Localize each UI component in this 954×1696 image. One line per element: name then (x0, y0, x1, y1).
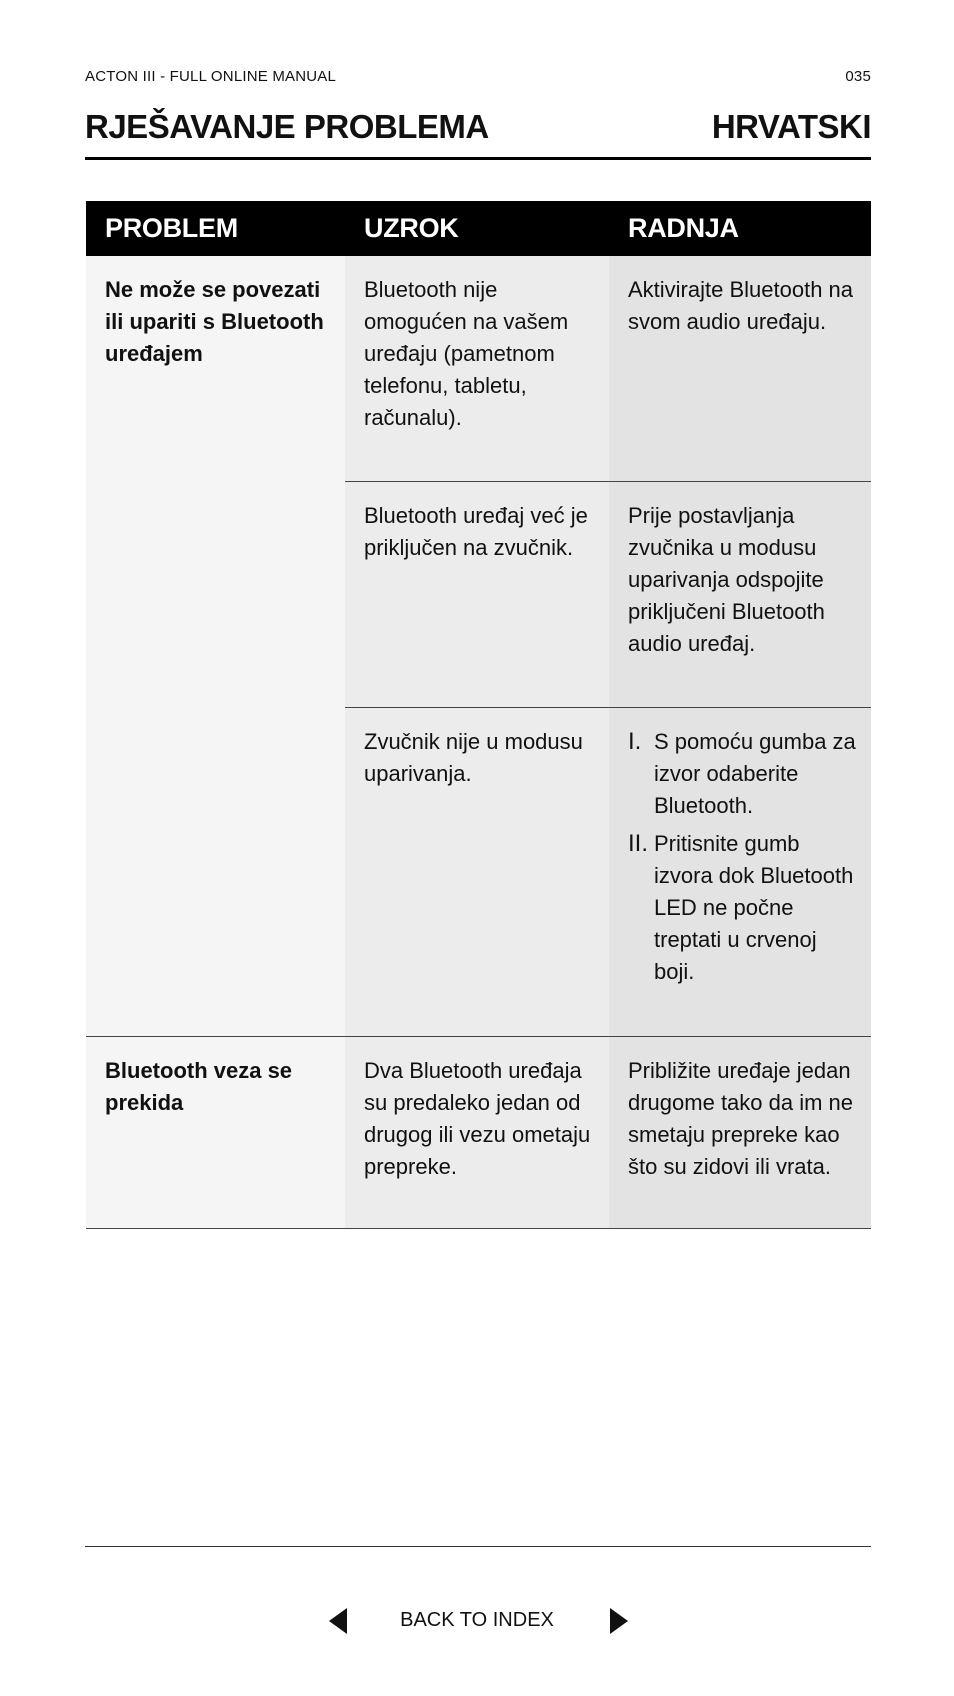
running-header (85, 68, 871, 85)
cause-cell: Bluetooth uređaj već je priključen na zvučnik. (345, 482, 609, 707)
action-cell: Približite uređaje jedan drugome tako da im ne smetaju prepreke kao što su zidovi ili vrata. (609, 1037, 871, 1228)
column-header-action: RADNJA (628, 213, 739, 243)
problem-cell: Ne može se povezati ili upariti s Bluetooth uređajem (86, 256, 345, 1036)
table-row (345, 707, 871, 1036)
step-number: I. (628, 728, 642, 755)
action-cell: Aktivirajte Bluetooth na svom audio uređaju. (609, 256, 871, 481)
troubleshooting-table (86, 201, 871, 1229)
problem-cell: Bluetooth veza se prekida (86, 1037, 345, 1228)
table-header (86, 201, 871, 256)
manual-title: ACTON III - FULL ONLINE MANUAL (85, 68, 337, 85)
section-title: RJEŠAVANJE PROBLEMA (85, 108, 489, 145)
cause-cell: Bluetooth nije omogućen na vašem uređaju (pametnom telefonu, tabletu, računalu). (345, 256, 609, 481)
title-divider (85, 157, 871, 160)
problem-group (86, 256, 871, 1037)
footer-nav (0, 1604, 954, 1640)
step-text: Pritisnite gumb izvora dok Bluetooth LED ne počne treptati u crvenoj boji. (654, 831, 854, 984)
action-steps (628, 726, 859, 988)
language-label: HRVATSKI (711, 108, 871, 145)
page-number: 035 (845, 68, 871, 85)
step-number: II. (628, 830, 649, 857)
back-to-index-link[interactable]: BACK TO INDEX (400, 1609, 554, 1631)
section-header (85, 108, 871, 146)
step-item (628, 726, 859, 822)
action-cell (609, 708, 871, 1036)
action-cell: Prije postavljanja zvučnika u modusu uparivanja odspojite priključeni Bluetooth audio uređaj. (609, 482, 871, 707)
table-row (345, 481, 871, 707)
next-page-arrow-icon[interactable] (610, 1608, 628, 1634)
step-item (628, 828, 859, 988)
column-header-cause: UZROK (364, 213, 459, 243)
table-row (345, 1037, 871, 1228)
step-text: S pomoću gumba za izvor odaberite Bluetooth. (654, 729, 856, 818)
cause-cell: Zvučnik nije u modusu uparivanja. (345, 708, 609, 1036)
column-header-problem: PROBLEM (105, 213, 238, 243)
problem-group (86, 1037, 871, 1229)
table-row (345, 256, 871, 481)
cause-cell: Dva Bluetooth uređaja su predaleko jedan od drugog ili vezu ometaju prepreke. (345, 1037, 609, 1228)
footer-divider (85, 1546, 871, 1547)
